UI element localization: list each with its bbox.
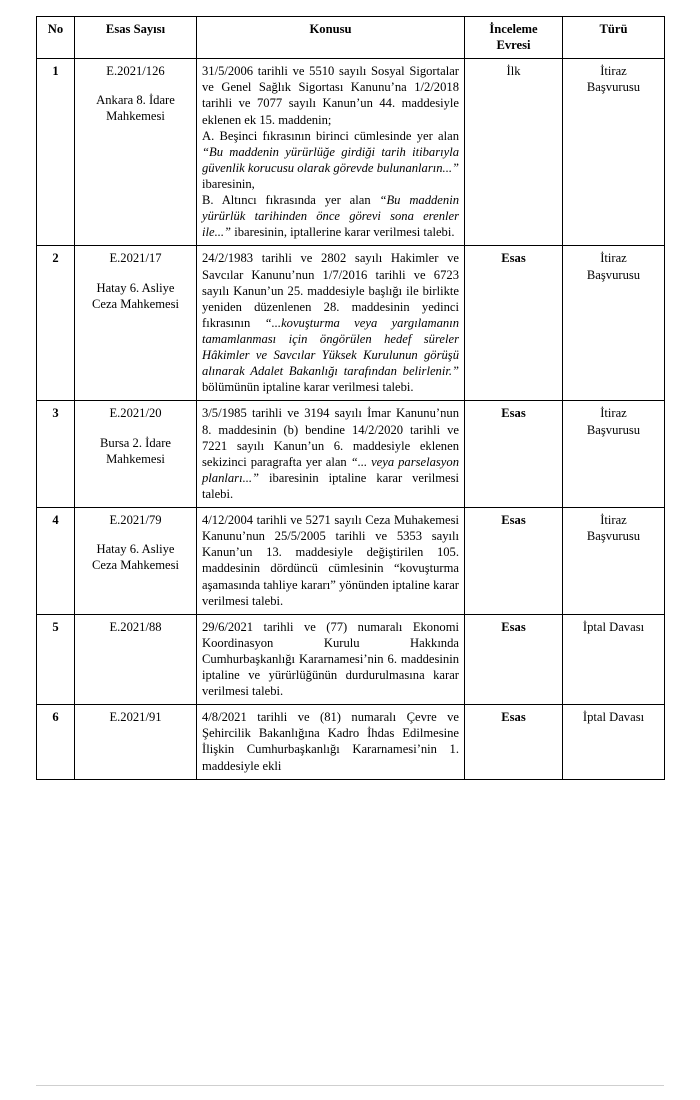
cell-tur — [563, 705, 665, 779]
konu-paragraph — [202, 709, 459, 773]
konu-text: 4/12/2004 tarihli ve 5271 sayılı Ceza Muhakemesi Kanunu’nun 25/5/2005 tarihli ve 5353 sayılı Kanun’un 13. maddesiyle değiştirilen 105. maddesinin dördüncü cümlesinin “kovuşturma aşamasında tahliye kararı” yönünden iptaline karar verilmesi talebi. — [202, 513, 459, 608]
konu-quote: “... veya parselasyon planları...” — [202, 454, 459, 485]
column-header-konu — [197, 17, 465, 59]
konu-text: 24/2/1983 tarihli ve 2802 sayılı Hakimler ve Savcılar Kanunu’nun 1/7/2016 tarihli ve 6723 sayılı Kanun’un 25. maddesiyle başlığı ile birlikte yeniden düzenlenen 28. maddesinin yedinci fıkrasının — [202, 251, 459, 330]
konu-paragraph — [202, 512, 459, 609]
cell-esas — [75, 246, 197, 401]
konu-quote: “Bu maddenin yürürlüğe girdiği tarih itibarıyla güvenlik korucusu olarak görevde bulunanların...” — [202, 144, 459, 175]
tur-line-2: Başvurusu — [586, 422, 641, 437]
tur-line-1: İptal Davası — [582, 619, 645, 634]
table-row — [37, 508, 665, 615]
cell-tur — [563, 401, 665, 508]
column-header-esas — [75, 17, 197, 59]
court-name — [80, 92, 191, 124]
court-name-line-2: Ceza Mahkemesi — [91, 558, 180, 573]
cell-inceleme: Esas — [465, 508, 563, 615]
column-header-inceleme-line-2: Evresi — [496, 38, 531, 53]
konu-text: ibaresinin, iptallerine karar verilmesi talebi. — [231, 225, 455, 240]
esas-number: E.2021/17 — [109, 251, 162, 266]
table-header-row — [37, 17, 665, 59]
cell-esas — [75, 705, 197, 779]
cell-esas — [75, 614, 197, 705]
court-name-line-2: Mahkemesi — [106, 451, 165, 466]
table-row — [37, 246, 665, 401]
cell-no: 3 — [37, 401, 75, 508]
konu-text: 31/5/2006 tarihli ve 5510 sayılı Sosyal Sigortalar ve Genel Sağlık Sigortası Kanunu’na 1/2/2018 tarihli ve 7077 sayılı Kanun’un 44. maddesiyle eklenen ek 15. maddenin; — [202, 64, 459, 127]
konu-text: bölümünün iptaline karar verilmesi talebi. — [202, 380, 414, 395]
tur-line-1: İtiraz — [600, 406, 627, 421]
cell-tur — [563, 59, 665, 246]
court-name-line-2: Ceza Mahkemesi — [91, 296, 180, 311]
cell-esas — [75, 59, 197, 246]
page-bottom-divider — [36, 1085, 664, 1086]
cell-konu — [197, 401, 465, 508]
konu-text: 3/5/1985 tarihli ve 3194 sayılı İmar Kanunu’nun 8. maddesinin (b) bendine 14/2/2020 tarihli ve 7221 sayılı Kanun’un 6. maddesiyle eklenen sekizinci paragrafta yer alan — [202, 406, 459, 469]
konu-paragraph — [202, 128, 459, 192]
column-header-konu-line-1: Konusu — [309, 22, 352, 36]
column-header-no-line-1: No — [47, 22, 64, 36]
tur-line-2: Başvurusu — [586, 529, 641, 544]
konu-text: 4/8/2021 tarihli ve (81) numaralı Çevre ve Şehircilik Bakanlığına Kadro İhdas Edilmesine İlişkin Cumhurbaşkanlığı Kararnamesi’nin 1. maddesiyle ekli — [202, 710, 459, 773]
cell-tur — [563, 508, 665, 615]
table-row — [37, 59, 665, 246]
konu-quote: “...kovuşturma veya yargılamanın tamamlanması için öngörülen hedef süreler Hâkimler ve Savcılar Yüksek Kurulunun görüşü alınarak Adalet Bakanlığı tarafından belirlenir.” — [202, 315, 459, 379]
cell-inceleme: İlk — [465, 59, 563, 246]
esas-number: E.2021/126 — [106, 64, 165, 79]
court-name — [80, 435, 191, 467]
case-list-table — [36, 16, 665, 780]
table-header — [37, 17, 665, 59]
cell-tur — [563, 614, 665, 705]
cell-no: 6 — [37, 705, 75, 779]
cell-no: 4 — [37, 508, 75, 615]
court-name-line-1: Bursa 2. İdare — [100, 435, 171, 450]
column-header-tur — [563, 17, 665, 59]
cell-esas — [75, 401, 197, 508]
konu-text: A. Beşinci fıkrasının birinci cümlesinde yer alan — [202, 128, 459, 143]
cell-konu — [197, 59, 465, 246]
tur-line-1: İtiraz — [600, 513, 627, 528]
cell-konu — [197, 614, 465, 705]
column-header-tur-line-1: Türü — [599, 22, 628, 36]
column-header-inceleme — [465, 17, 563, 59]
table-body — [37, 59, 665, 779]
esas-number: E.2021/88 — [109, 619, 162, 634]
column-header-inceleme-line-1: İnceleme — [489, 22, 538, 36]
table-row — [37, 401, 665, 508]
konu-text: ibaresinin, — [202, 176, 255, 191]
esas-number: E.2021/20 — [109, 406, 162, 421]
cell-no: 1 — [37, 59, 75, 246]
konu-paragraph — [202, 63, 459, 127]
cell-konu — [197, 705, 465, 779]
court-name-line-1: Hatay 6. Asliye — [96, 280, 175, 295]
cell-esas — [75, 508, 197, 615]
cell-inceleme: Esas — [465, 614, 563, 705]
tur-line-1: İtiraz — [600, 251, 627, 266]
table-row — [37, 614, 665, 705]
court-name-line-2: Mahkemesi — [106, 109, 165, 124]
cell-tur — [563, 246, 665, 401]
tur-line-2: Başvurusu — [586, 267, 641, 282]
konu-paragraph — [202, 619, 459, 700]
table-row — [37, 705, 665, 779]
column-header-esas-line-1: Esas Sayısı — [105, 22, 166, 36]
cell-no: 2 — [37, 246, 75, 401]
konu-paragraph — [202, 250, 459, 395]
column-header-no — [37, 17, 75, 59]
konu-quote: “Bu maddenin yürürlük tarihinden önce görevi sona erenler ile...” — [202, 193, 459, 240]
konu-text: B. Altıncı fıkrasında yer alan — [202, 193, 380, 208]
cell-konu — [197, 508, 465, 615]
cell-inceleme: Esas — [465, 705, 563, 779]
konu-paragraph — [202, 192, 459, 240]
court-name-line-1: Hatay 6. Asliye — [96, 542, 175, 557]
court-name — [80, 280, 191, 312]
cell-inceleme: Esas — [465, 401, 563, 508]
tur-line-1: İptal Davası — [582, 710, 645, 725]
konu-text: 29/6/2021 tarihli ve (77) numaralı Ekonomi Koordinasyon Kurulu Hakkında Cumhurbaşkanlığı Kararnamesi’nin 6. maddesinin iptaline ve yürürlüğünün durdurulmasına karar verilmesi talebi. — [202, 619, 459, 699]
konu-paragraph — [202, 405, 459, 502]
court-name — [80, 541, 191, 573]
court-name-line-1: Ankara 8. İdare — [96, 93, 175, 108]
cell-no: 5 — [37, 614, 75, 705]
esas-number: E.2021/91 — [109, 710, 162, 725]
cell-inceleme: Esas — [465, 246, 563, 401]
tur-line-1: İtiraz — [600, 64, 627, 79]
esas-number: E.2021/79 — [109, 513, 162, 528]
cell-konu — [197, 246, 465, 401]
konu-text: ibaresinin iptaline karar verilmesi talebi. — [202, 470, 459, 501]
tur-line-2: Başvurusu — [586, 80, 641, 95]
